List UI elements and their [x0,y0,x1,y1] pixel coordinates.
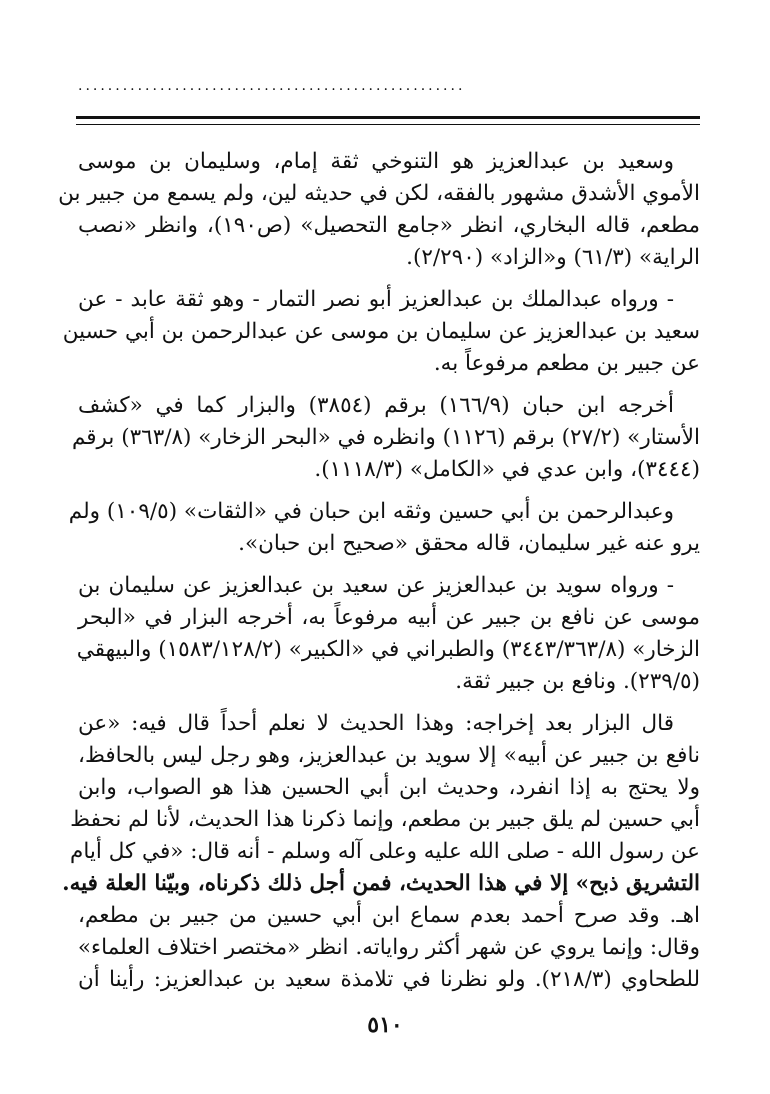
text-line: اهـ. وقد صرح أحمد بعدم سماع ابن أبي حسين من جبير بن مطعم، [78,903,700,928]
text-line: نافع بن جبير عن أبيه» إلا سويد بن عبدالعزيز، وهو رجل ليس بالحافظ، [78,743,700,768]
text-line: وسعيد بن عبدالعزيز هو التنوخي ثقة إمام، وسليمان بن موسى [78,149,674,174]
header-rule-thin [76,124,700,125]
text-line: موسى عن نافع بن جبير عن أبيه مرفوعاً به، أخرجه البزار في «البحر [78,605,700,630]
text-line: (٣٤٤٤)، وابن عدي في «الكامل» (١١١٨/٣). [314,457,700,482]
text-line: - ورواه عبدالملك بن عبدالعزيز أبو نصر التمار - وهو ثقة عابد - عن [78,287,674,312]
paragraph-1 [58,146,700,274]
text-line: وقال: وإنما يروي عن شهر أكثر رواياته. انظر «مختصر اختلاف العلماء» [77,935,700,960]
text-line: الأموي الأشدق مشهور بالفقه، لكن في حديثه لين، ولم يسمع من جبير بن [58,181,700,206]
text-line: - ورواه سويد بن عبدالعزيز عن سعيد بن عبدالعزيز عن سليمان بن [78,573,674,598]
header-rule-thick [76,116,700,119]
text-line: عن جبير بن مطعم مرفوعاً به. [433,351,700,376]
paragraph-2 [62,284,700,380]
text-line: وعبدالرحمن بن أبي حسين وثقه ابن حبان في «الثقات» (١٠٩/٥) ولم [68,499,674,524]
text-line: أبي حسين لم يلق جبير بن مطعم، وإنما ذكرنا هذا الحديث، لأنا لم نحفظ [70,807,700,832]
page-number: ٥١٠ [367,1012,403,1038]
paragraph-5 [78,570,700,698]
footnote-separator-dots: .................................................... [78,78,466,94]
text-line: الزخار» (٣٤٤٣/٣٦٣/٨) والطبراني في «الكبير» (١٥٨٣/١٢٨/٢) والبيهقي [76,637,700,662]
text-line: للطحاوي (٢١٨/٣). ولو نظرنا في تلامذة سعيد بن عبدالعزيز: رأينا أن [78,967,701,992]
body-text [58,146,701,1006]
text-line: أخرجه ابن حبان (١٦٦/٩) برقم (٣٨٥٤) والبزار كما في «كشف [78,393,675,418]
text-line: يرو عنه غير سليمان، قاله محقق «صحيح ابن حبان». [238,531,700,556]
text-line: الأستار» (٢٧/٢) برقم (١١٢٦) وانظره في «البحر الزخار» (٣٦٣/٨) برقم [71,425,700,450]
text-line: مطعم، قاله البخاري، انظر «جامع التحصيل» (ص١٩٠)، وانظر «نصب [78,213,700,238]
text-line: سعيد بن عبدالعزيز عن سليمان بن موسى عن عبدالرحمن بن أبي حسين [62,319,700,344]
text-line: التشريق ذبح» إلا في هذا الحديث، فمن أجل ذلك ذكرناه، وبيّنا العلة فيه. [62,871,700,896]
text-line: عن رسول الله - صلى الله عليه وعلى آله وسلم - أنه قال: «في كل أيام [70,839,700,864]
text-line: قال البزار بعد إخراجه: وهذا الحديث لا نعلم أحداً قال فيه: «عن [78,711,674,736]
paragraph-3 [71,390,700,486]
text-line: (٢٣٩/٥). ونافع بن جبير ثقة. [455,669,700,694]
text-line: ولا يحتج به إذا انفرد، وحديث ابن أبي الحسين هذا هو الصواب، وابن [78,775,700,800]
text-line: الراية» (٦١/٣) و«الزاد» (٢/٢٩٠). [406,245,700,270]
paragraph-4 [68,496,700,560]
paragraph-6 [62,708,701,996]
